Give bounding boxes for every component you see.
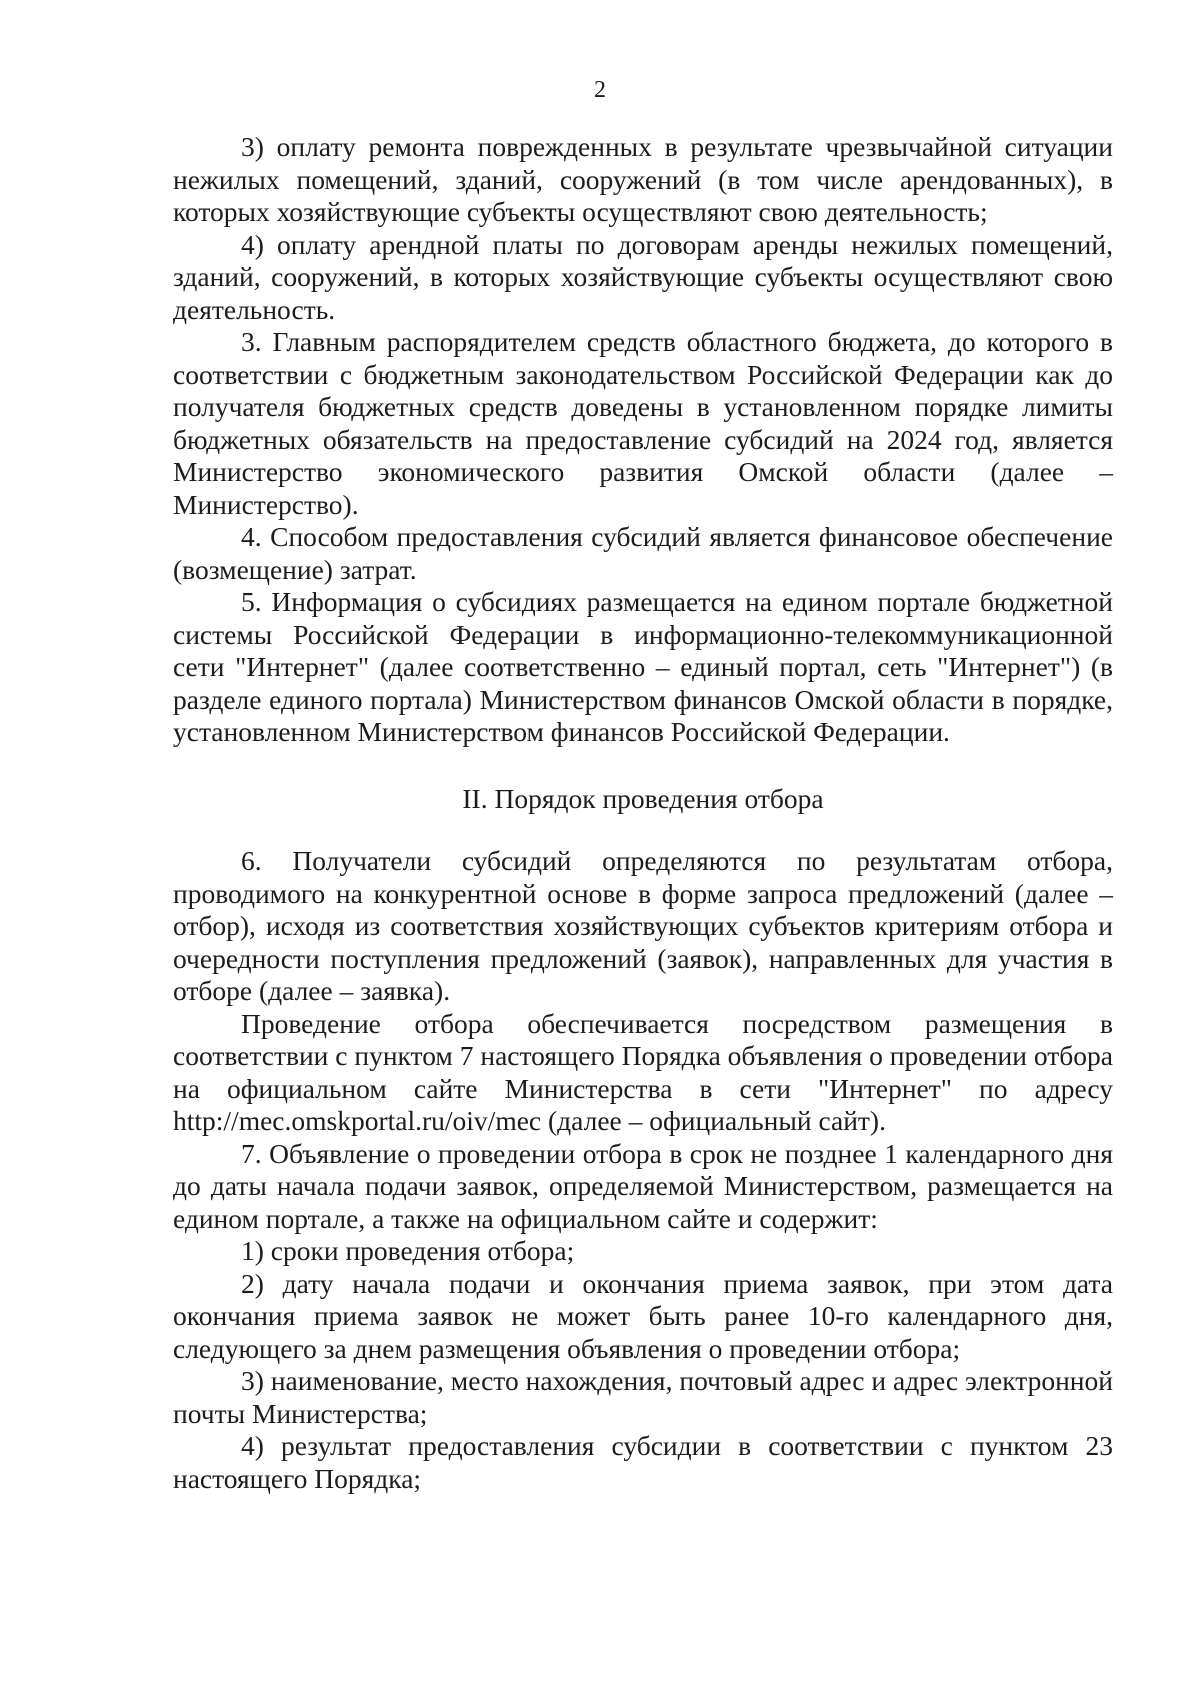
- section-heading: II. Порядок проведения отбора: [462, 782, 824, 814]
- list-item-3: 3) наименование, место нахождения, почтовый адрес и адрес электронной почты Министерства;: [173, 1365, 1113, 1429]
- paragraph-clause-5: 5. Информация о субсидиях размещается на едином портале бюджетной системы Российской Федерации в информационно-телекоммуникационной сети "Интернет" (далее соответственно – единый портал, сеть "Интернет") (в разделе единого портала) Министерством финансов Омской области в порядке, установленном Министерством финансов Российской Федерации.: [173, 586, 1113, 747]
- list-item-2: 2) дату начала подачи и окончания приема заявок, при этом дата окончания приема заявок не может быть ранее 10-го календарного дня, следующего за днем размещения объявления о проведении отбора;: [173, 1267, 1113, 1364]
- page-number: 2: [594, 77, 606, 103]
- paragraph-clause-3: 3. Главным распорядителем средств областного бюджета, до которого в соответствии с бюджетным законодательством Российской Федерации как до получателя бюджетных средств доведены в установленном порядке лимиты бюджетных обязательств на предоставление субсидий на 2024 год, является Министерство экономического развития Омской области (далее – Министерство).: [173, 326, 1113, 520]
- list-item-4: 4) результат предоставления субсидии в соответствии с пунктом 23 настоящего Порядка;: [173, 1430, 1113, 1494]
- paragraph-clause-7: 7. Объявление о проведении отбора в срок не позднее 1 календарного дня до даты начала подачи заявок, определяемой Министерством, размещается на едином портале, а также на официальном сайте и содержит:: [173, 1137, 1113, 1234]
- paragraph-item-4-rent: 4) оплату арендной платы по договорам аренды нежилых помещений, зданий, сооружений, в которых хозяйствующие субъекты осуществляют свою деятельность.: [173, 228, 1113, 325]
- list-item-1: 1) сроки проведения отбора;: [241, 1235, 575, 1266]
- paragraph-clause-6: 6. Получатели субсидий определяются по результатам отбора, проводимого на конкурентной основе в форме запроса предложений (далее – отбор), исходя из соответствия хозяйствующих субъектов критериям отбора и очередности поступления предложений (заявок), направленных для участия в отборе (далее – заявка).: [173, 845, 1113, 1006]
- paragraph-selection-conduct: Проведение отбора обеспечивается посредством размещения в соответствии с пунктом 7 настоящего Порядка объявления о проведении отбора на официальном сайте Министерства в сети "Интернет" по адресу http://mec.omskportal.ru/oiv/mec (далее – официальный сайт).: [173, 1007, 1113, 1136]
- document-body: [173, 131, 1113, 1495]
- paragraph-item-3-repair: 3) оплату ремонта поврежденных в результате чрезвычайной ситуации нежилых помещений, зданий, сооружений (в том числе арендованных), в которых хозяйствующие субъекты осуществляют свою деятельность;: [173, 131, 1113, 227]
- paragraph-clause-4: 4. Способом предоставления субсидий является финансовое обеспечение (возмещение) затрат.: [173, 521, 1113, 585]
